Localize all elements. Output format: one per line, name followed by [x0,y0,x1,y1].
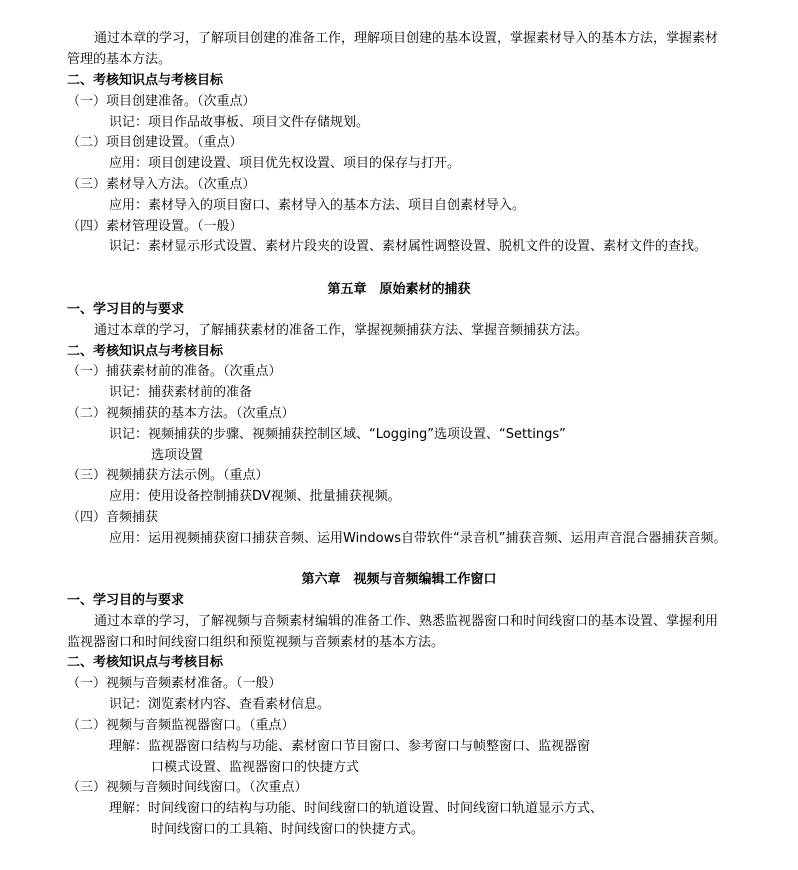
text-line: 识记：捕获素材前的准备 [109,385,253,400]
text-line: 识记：项目作品故事板、项目文件存储规划。 [109,115,370,130]
text-line: 通过本章的学习，了解项目创建的准备工作，理解项目创建的基本设置，掌握素材导入的基本方法，掌握素材 [94,31,719,46]
text-line: 通过本章的学习，了解捕获素材的准备工作，掌握视频捕获方法、掌握音频捕获方法。 [94,323,589,338]
section-heading: 一、学习目的与要求 [67,302,185,317]
text-line: 应用：项目创建设置、项目优先权设置、项目的保存与打开。 [109,156,461,171]
section-heading: 一、学习目的与要求 [67,593,185,608]
text-line: 理解：时间线窗口的结构与功能、时间线窗口的轨道设置、时间线窗口轨道显示方式、 [109,801,604,816]
text-line: 理解：监视器窗口结构与功能、素材窗口节目窗口、参考窗口与帧整窗口、监视器窗 [109,739,591,754]
text-line: （三）视频与音频时间线窗口。（次重点） [67,780,308,795]
text-line: （二）视频与音频监视器窗口。（重点） [67,718,295,733]
text-line: （一）视频与音频素材准备。（一般） [67,676,282,691]
text-line: 应用：使用设备控制捕获DV视频、批量捕获视频。 [109,489,401,504]
chapter-title: 第五章 原始素材的捕获 [327,282,471,297]
section-heading: 二、考核知识点与考核目标 [67,655,224,670]
text-line: 监视器窗口和时间线窗口组织和预览视频与音频素材的基本方法。 [67,635,445,650]
section-heading: 二、考核知识点与考核目标 [67,344,224,359]
text-line: 管理的基本方法。 [67,52,172,67]
text-line: 应用：素材导入的项目窗口、素材导入的基本方法、项目自创素材导入。 [109,198,526,213]
text-line: 应用：运用视频捕获窗口捕获音频、运用Windows自带软件“录音机”捕获音频、运用声音混合器捕获音频。 [109,531,727,546]
text-line: （四）音频捕获 [67,510,159,525]
text-line: 识记：视频捕获的步骤、视频捕获控制区域、“Logging”选项设置、“Settings” [109,427,566,442]
text-line: 时间线窗口的工具箱、时间线窗口的快捷方式。 [151,822,425,837]
text-line: 选项设置 [151,448,204,463]
text-line: （三）素材导入方法。（次重点） [67,177,256,192]
text-line: （一）项目创建准备。（次重点） [67,94,256,109]
text-line: 通过本章的学习，了解视频与音频素材编辑的准备工作、熟悉监视器窗口和时间线窗口的基本设置、掌握利用 [94,614,719,629]
chapter-title: 第六章 视频与音频编辑工作窗口 [301,572,497,587]
text-line: 口模式设置、监视器窗口的快捷方式 [151,760,360,775]
text-line: （一）捕获素材前的准备。（次重点） [67,364,282,379]
text-line: 识记：素材显示形式设置、素材片段夹的设置、素材属性调整设置、脱机文件的设置、素材文件的查找。 [109,239,708,254]
text-line: （四）素材管理设置。（一般） [67,219,243,234]
text-line: （二）视频捕获的基本方法。（次重点） [67,406,295,421]
text-line: 识记：浏览素材内容、查看素材信息。 [109,697,331,712]
section-heading: 二、考核知识点与考核目标 [67,73,224,88]
text-line: （三）视频捕获方法示例。（重点） [67,468,269,483]
text-line: （二）项目创建设置。（重点） [67,135,243,150]
